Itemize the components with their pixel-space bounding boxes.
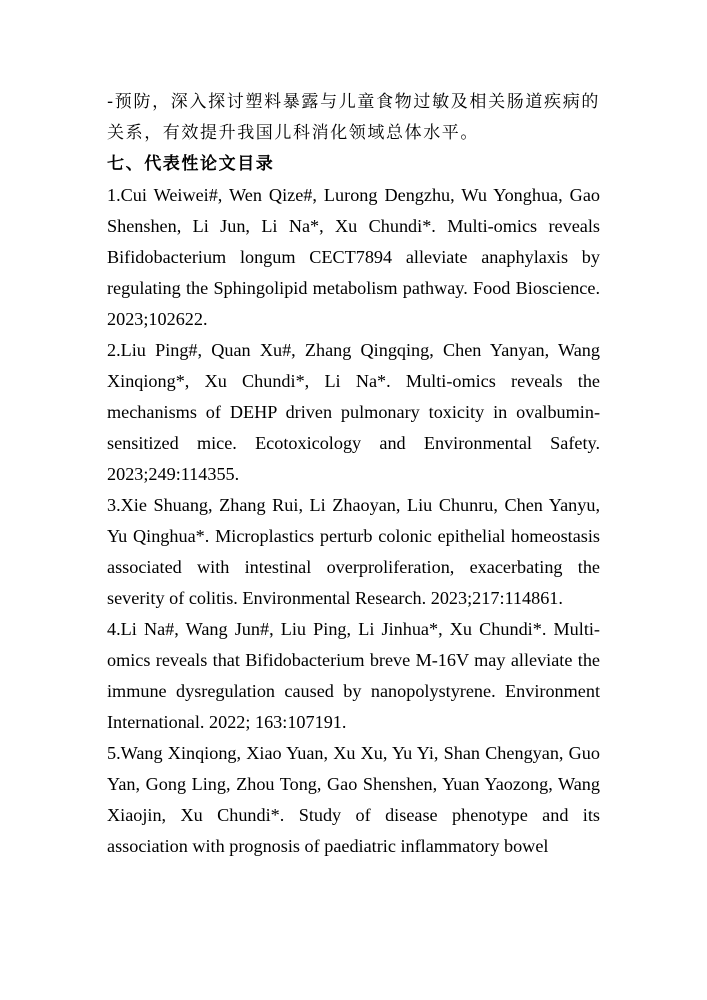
reference-item-5: 5.Wang Xinqiong, Xiao Yuan, Xu Xu, Yu Yi, Shan Chengyan, Guo Yan, Gong Ling, Zhou Tong, Gao Shenshen, Yuan Yaozong, Wang Xiaojin, Xu Chundi*. Study of disease phenotype and its association with prognosis of paediatric inflammatory bowel — [107, 743, 600, 856]
reference-item-3: 3.Xie Shuang, Zhang Rui, Li Zhaoyan, Liu Chunru, Chen Yanyu, Yu Qinghua*. Microplastics perturb colonic epithelial homeostasis associated with intestinal overproliferation, exacerbating the severity of colitis. Environmental Research. 2023;217:114861. — [107, 495, 600, 608]
reference-item-4: 4.Li Na#, Wang Jun#, Liu Ping, Li Jinhua*, Xu Chundi*. Multi-omics reveals that Bifidobacterium breve M-16V may alleviate the immune dysregulation caused by nanopolystyrene. Environment International. 2022; 163:107191. — [107, 619, 600, 732]
intro-paragraph: -预防，深入探讨塑料暴露与儿童食物过敏及相关肠道疾病的关系，有效提升我国儿科消化领域总体水平。 — [107, 92, 600, 143]
document-page — [107, 87, 600, 862]
reference-item-1: 1.Cui Weiwei#, Wen Qize#, Lurong Dengzhu, Wu Yonghua, Gao Shenshen, Li Jun, Li Na*, Xu Chundi*. Multi-omics reveals Bifidobacterium longum CECT7894 alleviate anaphylaxis by regulating the Sphingolipid metabolism pathway. Food Bioscience. 2023;102622. — [107, 185, 600, 329]
reference-item-2: 2.Liu Ping#, Quan Xu#, Zhang Qingqing, Chen Yanyan, Wang Xinqiong*, Xu Chundi*, Li Na*. Multi-omics reveals the mechanisms of DEHP driven pulmonary toxicity in ovalbumin-sensitized mice. Ecotoxicology and Environmental Safety. 2023;249:114355. — [107, 340, 600, 484]
section-heading: 七、代表性论文目录 — [107, 154, 275, 174]
